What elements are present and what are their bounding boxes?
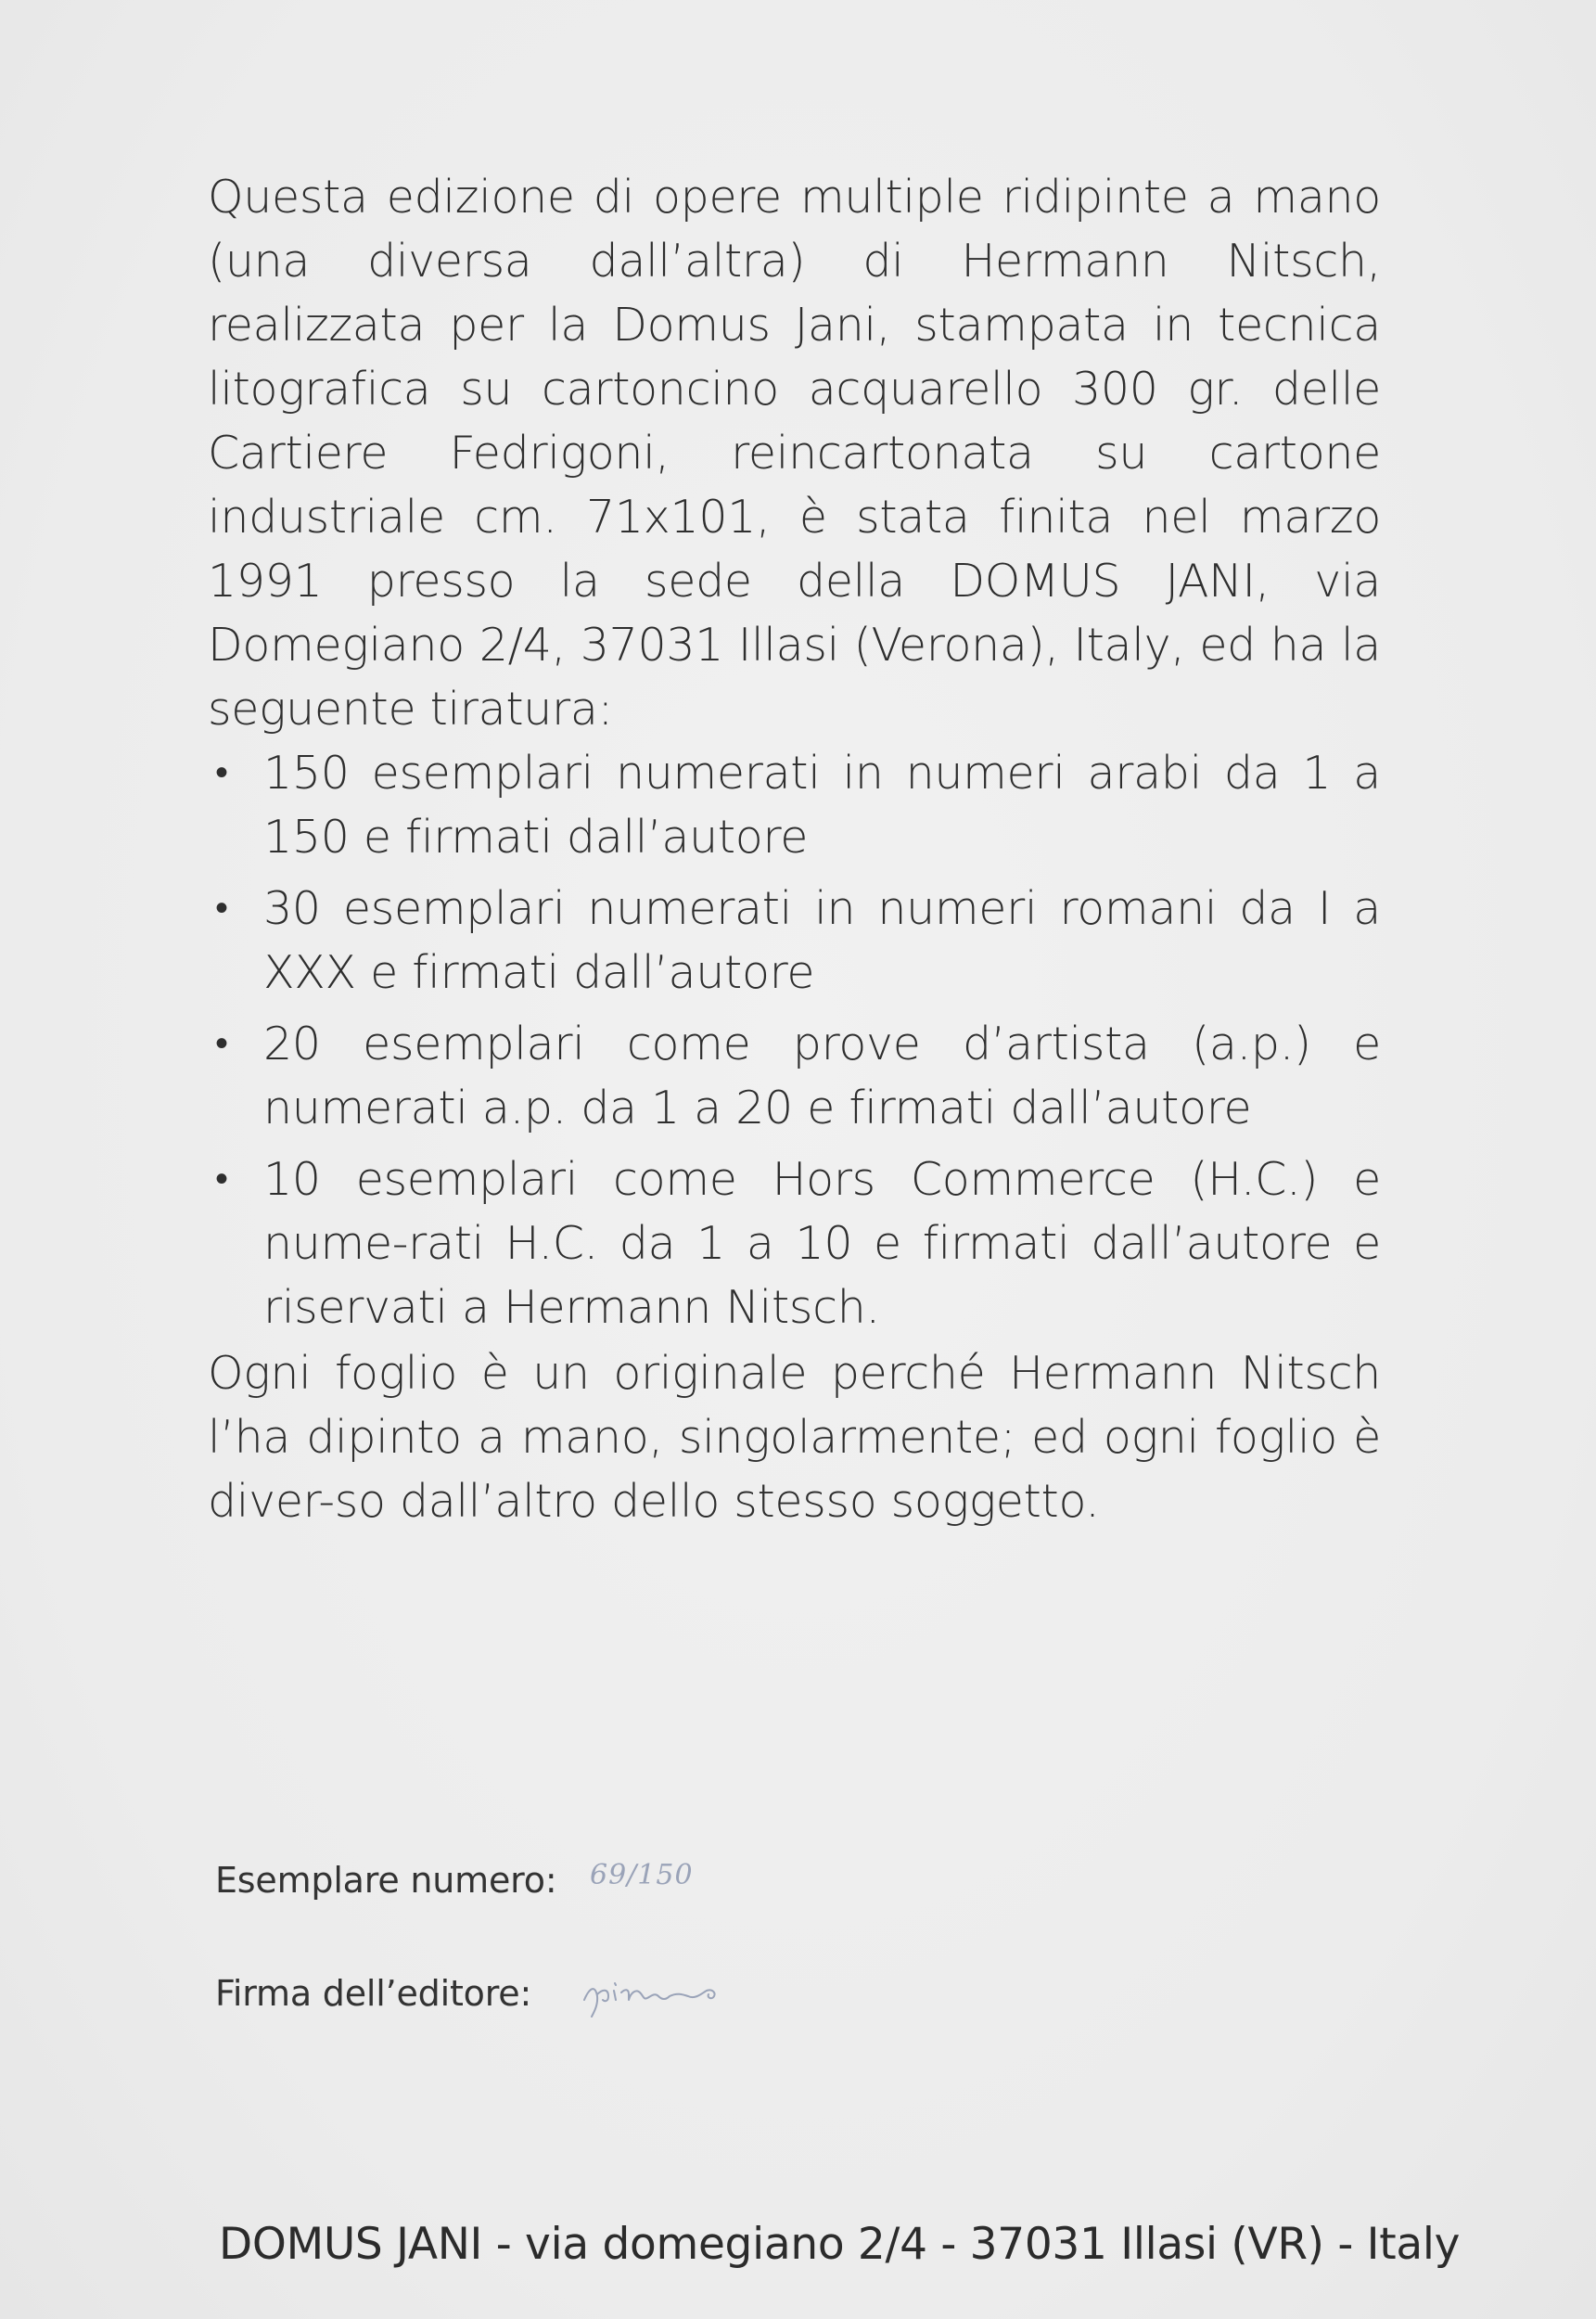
- edition-list: [208, 741, 1381, 1339]
- edition-item: [208, 877, 1381, 1005]
- bullet-icon: •: [215, 751, 228, 794]
- edition-number-handwritten: 69/150: [590, 1859, 694, 1891]
- publisher-address-footer: DOMUS JANI - via domegiano 2/4 - 37031 Illasi (VR) - Italy: [219, 2219, 1461, 2270]
- bullet-icon: •: [215, 1158, 228, 1200]
- colophon-intro: Questa edizione di opere multiple ridipinte a mano (una diversa dall’altra) di Hermann Nitsch, realizzata per la Domus Jani, stampata in tecnica litografica su cartoncino acquarello 300 gr. delle Cartiere Fedrigoni, reincartonata su cartone industriale cm. 71x101, è stata finita nel marzo 1991 presso la sede della DOMUS JANI, via Domegiano 2/4, 37031 Illasi (Verona), Italy, ed ha la seguente tiratura:: [208, 171, 1381, 736]
- edition-item: [208, 741, 1381, 869]
- edition-item: [208, 1012, 1381, 1140]
- publisher-signature: [577, 1965, 772, 2020]
- publisher-signature-label: Firma dell’editore:: [215, 1973, 532, 2014]
- edition-number-label: Esemplare numero:: [215, 1860, 557, 1901]
- edition-item-text: 20 esemplari come prove d’artista (a.p.) e numerati a.p. da 1 a 20 e firmati dall’autore: [263, 1018, 1381, 1134]
- bullet-icon: •: [215, 1022, 228, 1065]
- colophon-text: [208, 165, 1381, 1533]
- edition-item-text: 10 esemplari come Hors Commerce (H.C.) e nume-rati H.C. da 1 a 10 e firmati dall’autore e riservati a Hermann Nitsch.: [263, 1153, 1381, 1334]
- edition-item-text: 150 esemplari numerati in numeri arabi da 1 a 150 e firmati dall’autore: [263, 747, 1381, 864]
- bullet-icon: •: [215, 887, 228, 929]
- colophon-closing: Ogni foglio è un originale perché Hermann Nitsch l’ha dipinto a mano, singolarmente; ed ogni foglio è diver-so dall’altro dello stesso soggetto.: [208, 1347, 1381, 1528]
- edition-item-text: 30 esemplari numerati in numeri romani da I a XXX e firmati dall’autore: [263, 882, 1381, 999]
- edition-item: [208, 1147, 1381, 1339]
